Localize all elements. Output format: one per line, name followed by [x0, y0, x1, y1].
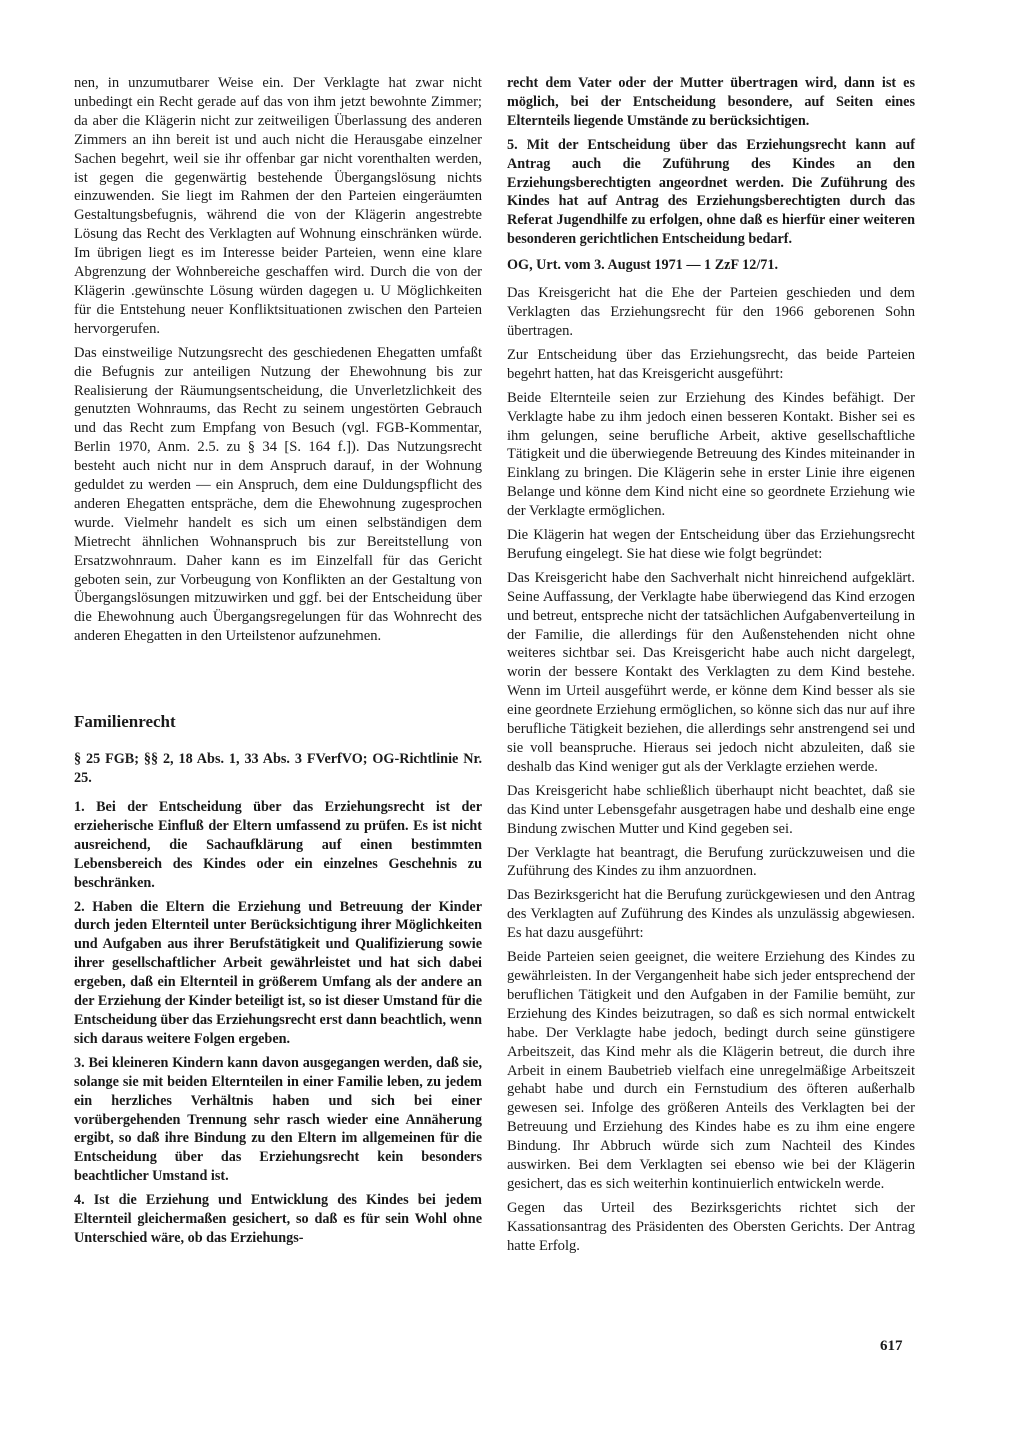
headnote: recht dem Vater oder der Mutter übertragen wird, dann ist es möglich, bei der Entscheidung besondere, auf Seiten eines Elternteils liegende Umstände zu berücksichtigen.	[507, 75, 915, 129]
paragraph: Beide Parteien seien geeignet, die weitere Erziehung des Kindes zu gewährleisten. In der Vergangenheit habe sich jeder entsprechend der beruflichen Tätigkeit und den Aufgaben in der Familie bemüht, zur Erziehung des Kindes beizutragen, so daß es sich normal entwickelt habe. Der Verklagte habe jedoch, bedingt durch seine günstigere Arbeitszeit, das Kind mehr als die Klägerin betreut, die durch ihre Arbeit in einem Baubetrieb vielfach eine unregelmäßige Arbeitszeit gehabt habe und durch ein Fernstudium des öfteren außerhalb gewesen sei. Infolge des größeren Anteils des Verklagten bei der Betreuung und Erziehung des Kindes habe es zu ihm eine engere Bindung. Ihr Abbruch würde sich zum Nachteil des Kindes auswirken. Bei dem Verklagten sei ebenso wie bei der Klägerin gesichert, das es sich weiterhin kontinuierlich entwickeln werde.	[507, 949, 915, 1192]
paragraph: Das einstweilige Nutzungsrecht des geschiedenen Ehegatten umfaßt die Befugnis zur anteiligen Nutzung der Ehewohnung bis zur Realisierung der Räumungsentscheidung, die Unverletzlichkeit des genutzten Wohnraums, das Recht zu seinem ungestörten Gebrauch und das Recht zum Empfang von Besuch (vgl. FGB-Kommentar, Berlin 1970, Anm. 2.5. zu § 34 [S. 164 f.]). Das Nutzungsrecht besteht auch nicht nur in dem Anspruch darauf, in der Wohnung geduldet zu werden — ein Anspruch, dem eine Duldungspflicht des anderen Ehegatten entspräche, dem die Ehewohnung zugesprochen wurde. Vielmehr handelt es sich um einen selbständigen dem Mietrecht ähnlichen Wohnanspruch bis zur Bereitstellung von Ersatzwohnraum. Daher kann es im Einzelfall für das Gericht geboten sein, zur Vorbeugung von Konflikten an der Gestaltung von Übergangslösungen mitzuwirken und ggf. bei der Entscheidung über die Ehewohnung auch Übergangsregelungen für das Wohnrecht des anderen Ehegatten in den Urteilstenor aufzunehmen.	[74, 344, 482, 645]
headnote: 2. Haben die Eltern die Erziehung und Betreuung der Kinder durch jeden Elternteil unter Berücksichtigung ihrer Möglichkeiten und Aufgaben aus ihrer Berufstätigkeit und Qualifizierung sowie ihrer gesellschaftlicher Arbeit gewährleistet und hat sich dabei ergeben, daß ein Elternteil in größerem Umfang als der andere an der Erziehung der Kinder beteiligt ist, so ist dieser Umstand für die Entscheidung über das Erziehungsrecht erst dann beachtlich, wenn sich daraus weitere Folgen ergeben.	[74, 898, 482, 1047]
paragraph: Die Klägerin hat wegen der Entscheidung über das Erziehungsrecht Berufung eingelegt. Sie hat diese wie folgt begründet:	[507, 527, 915, 562]
headnotes-right	[507, 74, 915, 249]
headnotes-left	[74, 798, 482, 1248]
paragraph: Das Kreisgericht hat die Ehe der Parteien geschieden und dem Verklagten das Erziehungsrecht für den 1966 geborenen Sohn übertragen.	[507, 285, 915, 339]
headnote: 5. Mit der Entscheidung über das Erziehungsrecht kann auf Antrag auch die Zuführung des Kindes an den Erziehungsberechtigten angeordnet werden. Die Zuführung des Kindes hat auf Antrag des Erziehungsberechtigten durch das Referat Jugendhilfe zu erfolgen, ohne daß es hierfür einer weiteren besonderen gerichtlichen Entscheidung bedarf.	[507, 136, 915, 248]
court-citation: OG, Urt. vom 3. August 1971 — 1 ZzF 12/71.	[507, 257, 779, 274]
right-column	[507, 74, 915, 1261]
headnote: 3. Bei kleineren Kindern kann davon ausgegangen werden, daß sie, solange sie mit beiden Elternteilen in einer Familie leben, zu jedem ein herzliches Verhältnis haben und sich bei einer vorübergehenden Trennung sehr rasch wieder eine Annäherung ergibt, so daß ihre Bindung zu den Eltern im allgemeinen für die Entscheidung über das Erziehungsrecht kein besonders beachtlicher Umstand ist.	[74, 1054, 482, 1185]
paragraph: Gegen das Urteil des Bezirksgerichts richtet sich der Kassationsantrag des Präsidenten des Obersten Gerichts. Der Antrag hatte Erfolg.	[507, 1199, 915, 1254]
headnote: 1. Bei der Entscheidung über das Erziehungsrecht ist der erzieherische Einfluß der Eltern umfassend zu prüfen. Es ist nicht ausreichend, die Sachaufklärung auf einen bestimmten Lebensbereich des Kindes oder ein einzelnes Geschehnis zu beschränken.	[74, 799, 482, 891]
paragraph: Das Kreisgericht habe schließlich überhaupt nicht beachtet, daß sie das Kind unter Lebensgefahr ausgetragen habe und deshalb eine enge Bindung zwischen Mutter und Kind gegeben sei.	[507, 782, 915, 837]
paragraph: nen, in unzumutbarer Weise ein. Der Verklagte hat zwar nicht unbedingt ein Recht gerade auf das von ihm jetzt bewohnte Zimmer; da aber die Klägerin nicht zur zeitweiligen Überlassung des anderen Zimmers an ihn bereit ist und auch nicht die Herausgabe einzelner Sachen begehrt, weil sie ihr offenbar gar nicht vorenthalten werden, ist gegen die gegenwärtig bestehende Übergangslösung nichts einzuwenden. Sie liegt im Rahmen der den Parteien eingeräumten Gestaltungsbefugnis, während die von der Klägerin angestrebte Lösung das Recht des Verklagten auf Wohnung einschränken würde. Im übrigen liegt es im Interesse beider Parteien, wenn eine klare Abgrenzung der Wohnbereiche geschaffen wird. Durch die von der Klägerin .gewünschte Lösung würden dagegen u. U Möglichkeiten für die Entstehung neuer Konfliktsituationen zwischen den Parteien hervorgerufen.	[74, 75, 482, 337]
left-column	[74, 74, 482, 1253]
page-number: 617	[880, 1338, 903, 1354]
norm-references: § 25 FGB; §§ 2, 18 Abs. 1, 33 Abs. 3 FVerfVO; OG-Richtlinie Nr. 25.	[74, 751, 482, 787]
paragraph: Das Bezirksgericht hat die Berufung zurückgewiesen und den Antrag des Verklagten auf Zuführung des Kindes als unzulässig abgewiesen. Es hat dazu ausgeführt:	[507, 887, 915, 942]
paragraph: Beide Elternteile seien zur Erziehung des Kindes befähigt. Der Verklagte habe zu ihm jedoch einen besseren Kontakt. Bisher sei es ihm gelungen, seine berufliche Arbeit, aktive gesellschaftliche Tätigkeit und die überwiegende Betreuung des Kindes miteinander in Einklang zu bringen. Die Klägerin sehe in erster Linie ihre eigenen Belange und könne dem Kind nicht eine so geordnete Erziehung wie der Verklagte ermöglichen.	[507, 389, 915, 520]
headnote: 4. Ist die Erziehung und Entwicklung des Kindes bei jedem Elternteil gleichermaßen gesichert, so daß es für sein Wohl ohne Unterschied wäre, ob das Erziehungs-	[74, 1192, 482, 1246]
section-heading: Familienrecht	[74, 712, 176, 732]
paragraph: Das Kreisgericht habe den Sachverhalt nicht hinreichend aufgeklärt. Seine Auffassung, der Verklagte habe überwiegend das Kind erzogen und betreut, entspreche nicht der tatsächlichen Aufgabenverteilung in der Familie, die allerdings für den Außenstehenden nicht ohne weiteres sichtbar sei. Das Kreisgericht habe auch nicht dargelegt, worin der bessere Kontakt des Verklagten zu dem Kind bestehe. Wenn im Urteil ausgeführt werde, er könne dem Kind besser als sie eine geordnete Erziehung ermöglichen, so könne sich das nur auf ihre berufliche Tätigkeit beziehen, die allerdings sehr anstrengend sei und sie voll beanspruche. Hieraus sei jedoch nicht abzuleiten, daß sie deshalb das Kind weniger gut als der Verklagte erziehen werde.	[507, 569, 915, 775]
paragraph: Der Verklagte hat beantragt, die Berufung zurückzuweisen und die Zuführung des Kindes zu ihm anzuordnen.	[507, 844, 915, 880]
paragraph: Zur Entscheidung über das Erziehungsrecht, das beide Parteien begehrt hatten, hat das Kreisgericht ausgeführt:	[507, 346, 915, 382]
